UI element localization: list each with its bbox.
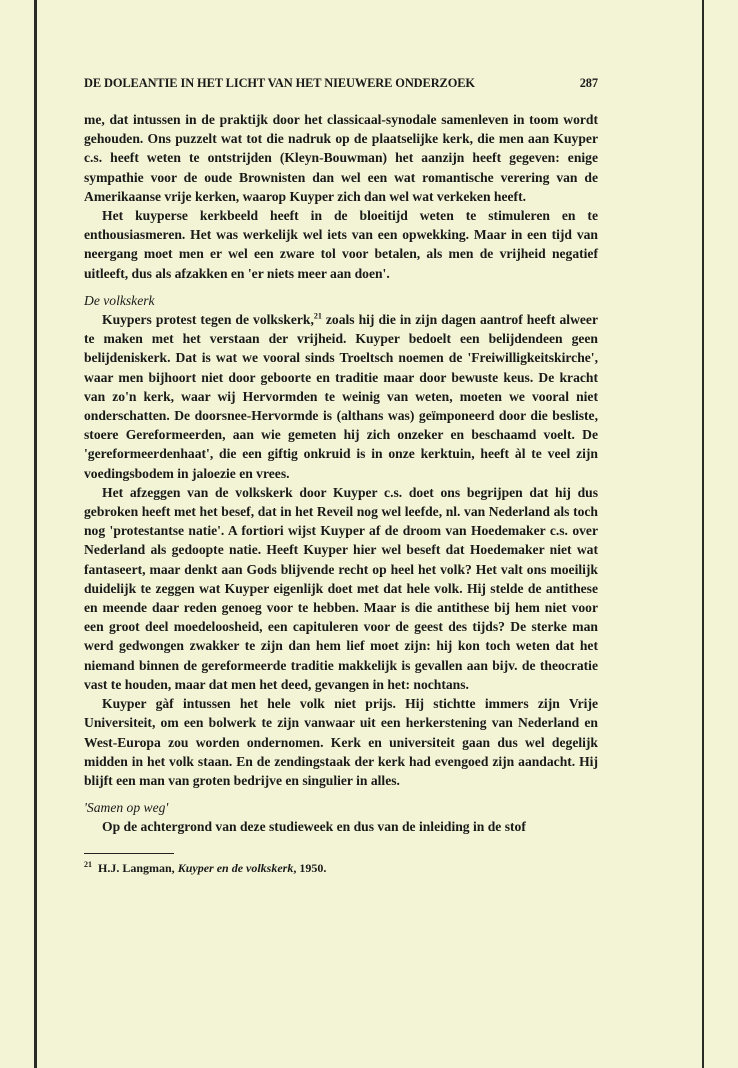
page-edge-left <box>34 0 37 1068</box>
paragraph-continued: me, dat intussen in de praktijk door het classicaal-synodale samenleven in toom wordt gehouden. Ons puzzelt wat tot die nadruk op de plaatselijke kerk, die men aan Kuyper c.s. heeft weten te ontstrijden (Kleyn-Bouwman) het aanzijn heeft gegeven: enige sympathie voor de oude Brownisten dan wel een wat romantische verering van de Amerikaanse vrije kerken, waarop Kuyper zich dan wel wat verkeken heeft. <box>84 112 598 204</box>
footnote-rest: , 1950. <box>293 860 327 875</box>
body-text <box>84 110 598 837</box>
footnote-author: H.J. Langman, <box>98 860 178 875</box>
footnote-divider <box>84 853 174 854</box>
paragraph: Het afzeggen van de volkskerk door Kuyper c.s. doet ons begrijpen dat hij dus gebroken heeft met het besef, dat in het Reveil nog wel leefde, nl. van Nederland als toch nog 'protestantse natie'. A fortiori wijst Kuyper af de droom van Hoedemaker c.s. over Nederland als gedoopte natie. Heeft Kuyper hier wel beseft dat Hoedemaker niet wat fantaseert, maar denkt aan Gods blijvende recht op heel het volk? Het valt ons moeilijk duidelijk te zeggen wat Kuyper eigenlijk doet met dat hele volk. Hij stelde de antithese en meende daar reden genoeg voor te hebben. Maar is die antithese bij hem niet voor een groot deel moedeloosheid, een capituleren voor de geest des tijds? De sterke man werd gedwongen zwakker te zijn dan hem lief moet zijn: hij kon toch weten dat het niemand binnen de gereformeerde traditie makkelijk is gevallen aan bijv. de theocratie vast te houden, maar dat men het deed, gevangen in het: nochtans. <box>84 484 598 692</box>
paragraph: Het kuyperse kerkbeeld heeft in de bloeitijd weten te stimuleren en te enthousiasmeren. Het was werkelijk wel iets van een opwekking. Maar in een tijd van neergang moet men er wel een zware tol voor betalen, als men de vrijheid negatief uitleeft, dus als afzakken en 'er niets meer aan doen'. <box>84 208 598 281</box>
paragraph-text: Kuypers protest tegen de volkskerk, <box>102 312 314 328</box>
footnote-title: Kuyper en de volkskerk <box>177 860 294 875</box>
paragraph-text: zoals hij die in zijn dagen aantrof heeft alweer te maken met het verstaan der vrijheid. Kuyper bedoelt een belijdendeen geen belijdeniskerk. Dat is wat we vooral sinds Troeltsch noemen de 'Freiwilligkeitskirche', waar men bijhoort niet door geboorte en traditie maar door bewuste keus. De kracht van zo'n kerk, waar wij Hervormden te weinig van weten, moeten we vooral niet onderschatten. De doorsnee-Hervormde is (althans was) geïmponeerd door die besliste, stoere Gereformeerden, aan wie gemeten hij zich onzeker en beschaamd voelt. De 'gereformeerdenhaat', die een giftig onkruid is in onze kerktuin, heeft àl te veel zijn voedingsbodem in jaloezie en vrees. <box>84 312 598 481</box>
footnote-reference: 21 <box>313 311 322 321</box>
section-heading-samen-op-weg: 'Samen op weg' <box>84 800 169 816</box>
page-edge-right <box>702 0 704 1068</box>
section-heading-volkskerk: De volkskerk <box>84 292 155 308</box>
footnote <box>84 860 598 876</box>
footnote-number: 21 <box>84 859 92 869</box>
running-title: DE DOLEANTIE IN HET LICHT VAN HET NIEUWERE ONDERZOEK <box>84 76 475 90</box>
book-page <box>84 76 598 876</box>
paragraph: Kuyper gàf intussen het hele volk niet prijs. Hij stichtte immers zijn Vrije Universiteit, om een bolwerk te zijn vanwaar uit een herkerstening van Nederland en West-Europa zou worden ondernomen. Kerk en universiteit gaan dus wel degelijk midden in het volk staan. En de zendingstaak der kerk had evengoed zijn aandacht. Hij blijft een man van groten bedrijve en singulier in alles. <box>84 696 598 788</box>
paragraph: Op de achtergrond van deze studieweek en dus van de inleiding in de stof <box>102 819 526 835</box>
page-number: 287 <box>579 76 598 90</box>
running-header <box>84 76 598 91</box>
paragraph <box>84 310 598 483</box>
